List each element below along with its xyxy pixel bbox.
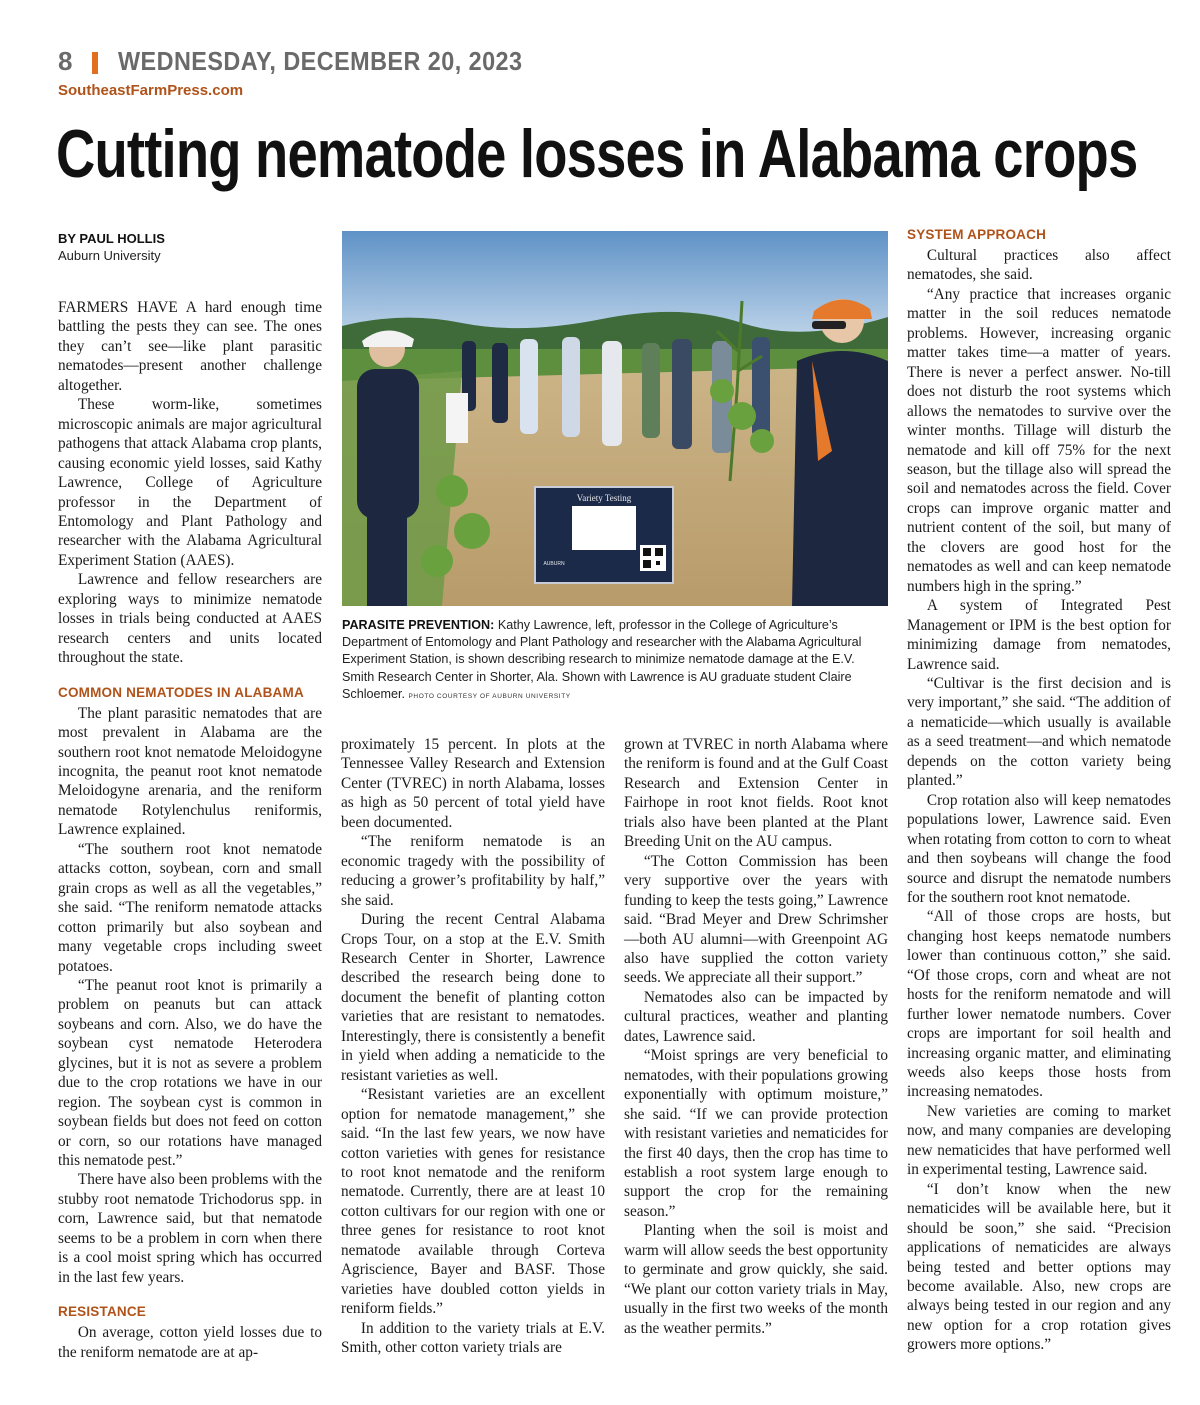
paragraph: “The peanut root knot is primarily a problem on peanuts but can attack soybeans and corn. Also, we do have the soybean cyst nematode Heterodera glycines, but it is not as severe a problem due to the crop rotations we have in our region. The soybean cyst is common in soybean fields but does not feed on cotton or corn, so our rotations have managed this nematode pest.” [58, 976, 322, 1170]
site-url[interactable]: SoutheastFarmPress.com [58, 82, 244, 99]
paragraph: proximately 15 percent. In plots at the Tennessee Valley Research and Extension Center (TVREC) in north Alabama, losses as high as 50 percent of total yield have been documented. [341, 736, 605, 831]
handout-paper [446, 393, 468, 443]
paragraph: “Any practice that increases organic matter in the soil reduces nematode problems. However, increasing organic matter takes time—a matter of years. There is never a perfect answer. No-till does not disturb the root systems which allows the nematodes to survive over the winter months. Tillage will disturb the nematode and kill off 75% for the next season, but the tillage also will spread the soil and nematodes across the field. Cover crops can improve organic matter and nutrient content of the soil, but many of the clovers are good host for the nematodes as well and can keep nematode numbers high in the spring.” [907, 285, 1171, 595]
article-column-1 [58, 230, 322, 1362]
paragraph: Cultural practices also affect nematodes, she said. [907, 247, 1171, 284]
header-divider [92, 52, 98, 74]
paragraph: In addition to the variety trials at E.V. Smith, other cotton variety trials are [341, 1319, 605, 1357]
paragraph: On average, cotton yield losses due to the reniform nematode are at ap- [58, 1324, 322, 1361]
paragraph: During the recent Central Alabama Crops Tour, on a stop at the E.V. Smith Research Center in Shorter, Lawrence described the research being done to document the benefit of planting cotton varieties that are resistant to nematodes. Interestingly, there is consistently a benefit in yield when adding a nematicide to the resistant varieties as well. [341, 911, 605, 1084]
article-headline: Cutting nematode losses in Alabama crops [56, 116, 1138, 192]
sign-logo: AUBURN [543, 561, 565, 567]
paragraph: “Resistant varieties are an excellent option for nematode management,” she said. “In the last few years, we now have cotton varieties with genes for resistance to root knot nematode and the reniform nematode. Currently, there are at least 10 cotton cultivars for our region with one or three genes for resistance to root knot nematode available through Corteva Agriscience, Bayer and BASF. Those varieties have doubled cotton yields in reniform fields.” [341, 1086, 605, 1318]
section-heading: RESISTANCE [58, 1304, 147, 1320]
paragraph: “The Cotton Commission has been very supportive over the years with funding to keep the tests going,” Lawrence said. “Brad Meyer and Drew Schrimsher—both AU alumni—with Greenpoint AG also have supplied the cotton variety seeds. We appreciate all their support.” [624, 852, 888, 987]
photo-credit: PHOTO COURTESY OF AUBURN UNIVERSITY [408, 692, 571, 700]
variety-testing-sign [535, 487, 673, 583]
paragraph: There have also been problems with the stubby root nematode Trichodorus spp. in corn, Lawrence said, but that nematode seems to be a problem in corn when there is a cool moist spring which has occurred in the last few years. [58, 1171, 322, 1286]
page-number: 8 [58, 46, 74, 76]
paragraph: “The southern root knot nematode attacks cotton, soybean, corn and small grain crops as well as all the vegetables,” she said. “The reniform nematode attacks cotton primarily but also soybean and many vegetable crops including sweet potatoes. [58, 840, 322, 975]
paragraph: “The reniform nematode is an economic tragedy with the possibility of reducing a grower’s profitability by half,” she said. [341, 833, 605, 909]
paragraph: Nematodes also can be impacted by cultural practices, weather and planting dates, Lawrence said. [624, 988, 888, 1045]
sign-white-panel [572, 506, 636, 550]
paragraph: A system of Integrated Pest Management or IPM is the best option for minimizing damage from nematodes, Lawrence said. [907, 597, 1171, 673]
paragraph: Lawrence and fellow researchers are exploring ways to minimize nematode losses in trials being conducted at AAES research centers and units located throughout the state. [58, 571, 322, 667]
photo-caption [342, 617, 888, 705]
paragraph: Crop rotation also will keep nematodes populations lower, Lawrence said. Even when rotating from cotton to corn to wheat and then soybeans will change the food source and disrupt the nematode numbers for the southern root knot nematode. [907, 791, 1171, 906]
paragraph: The plant parasitic nematodes that are most prevalent in Alabama are the southern root knot nematode Meloidogyne incognita, the peanut root knot nematode Meloidogyne arenaria, and the reniform nematode Rotylenchulus reniformis, Lawrence explained. [58, 704, 322, 839]
article-column-2 [341, 735, 605, 1358]
article-photo [342, 231, 888, 606]
field-scene-illustration [342, 231, 888, 606]
paragraph: New varieties are coming to market now, and many companies are developing new nematicides that have performed well in experimental testing, Lawrence said. [907, 1102, 1171, 1179]
paragraph: “Moist springs are very beneficial to nematodes, with their populations growing exponentially with optimum moisture,” she said. “If we can provide protection with resistant varieties and nematicides for the first 40 days, then the crop has time to establish a root system large enough to support the crop for the remaining season.” [624, 1047, 888, 1220]
paragraph: “All of those crops are hosts, but changing host keeps nematode numbers lower than continuous cotton,” she said. “Of those crops, corn and wheat are not hosts for the reniform nematode and will further lower nematode numbers. Cover crops are important for soil health and increasing organic matter, and eliminating weeds also keeps those hosts from increasing nematodes. [907, 908, 1171, 1101]
issue-date: WEDNESDAY, DECEMBER 20, 2023 [118, 46, 523, 76]
sign-title: Variety Testing [576, 493, 632, 503]
section-heading: SYSTEM APPROACH [907, 227, 1047, 242]
paragraph: Planting when the soil is moist and warm will allow seeds the best opportunity to germinate and grow quickly, she said. “We plant our cotton variety trials in May, usually in the first two weeks of the month as the weather permits.” [624, 1222, 888, 1337]
article-column-4 [907, 226, 1171, 1355]
paragraph: “Cultivar is the first decision and is very important,” she said. “The addition of a nematicide—which usually is available as a seed treatment—and which nematode depends on the cotton variety being planted.” [907, 674, 1171, 790]
paragraph: grown at TVREC in north Alabama where the reniform is found and at the Gulf Coast Research and Extension Center in Fairhope in root knot fields. Root knot trials also have been planted at the Plant Breeding Unit on the AU campus. [624, 736, 888, 851]
author-affiliation: Auburn University [58, 248, 161, 263]
paragraph: These worm-like, sometimes microscopic animals are major agricultural pathogens that attack Alabama crop plants, causing economic yield losses, said Kathy Lawrence, College of Agriculture professor in the Department of Entomology and Plant Pathology and researcher with the Alabama Agricultural Experiment Station (AAES). [58, 396, 322, 569]
caption-lead: PARASITE PREVENTION: [342, 618, 495, 632]
section-heading: COMMON NEMATODES IN ALABAMA [58, 684, 304, 700]
article-column-3 [624, 735, 888, 1338]
paragraph: FARMERS HAVE A hard enough time battling the pests they can see. The ones they can’t see—like plant parasitic nematodes—present another challenge altogether. [58, 299, 322, 394]
byline: BY PAUL HOLLIS [58, 231, 165, 246]
paragraph: “I don’t know when the new nematicides will be available here, but it should be soon,” she said. “Precision applications of nematicides are always being tested and better options may become available. Also, new crops are always being tested in our region and any new option for a crop rotation gives growers more options.” [907, 1180, 1171, 1354]
caption-text: Kathy Lawrence, left, professor in the College of Agriculture’s Department of Entomology and Plant Pathology and researcher with the Alabama Agricultural Experiment Station, is shown describing research to minimize nematode damage at the E.V. Smith Research Center in Shorter, Ala. Shown with Lawrence is AU graduate student Claire Schloemer. [342, 618, 862, 701]
